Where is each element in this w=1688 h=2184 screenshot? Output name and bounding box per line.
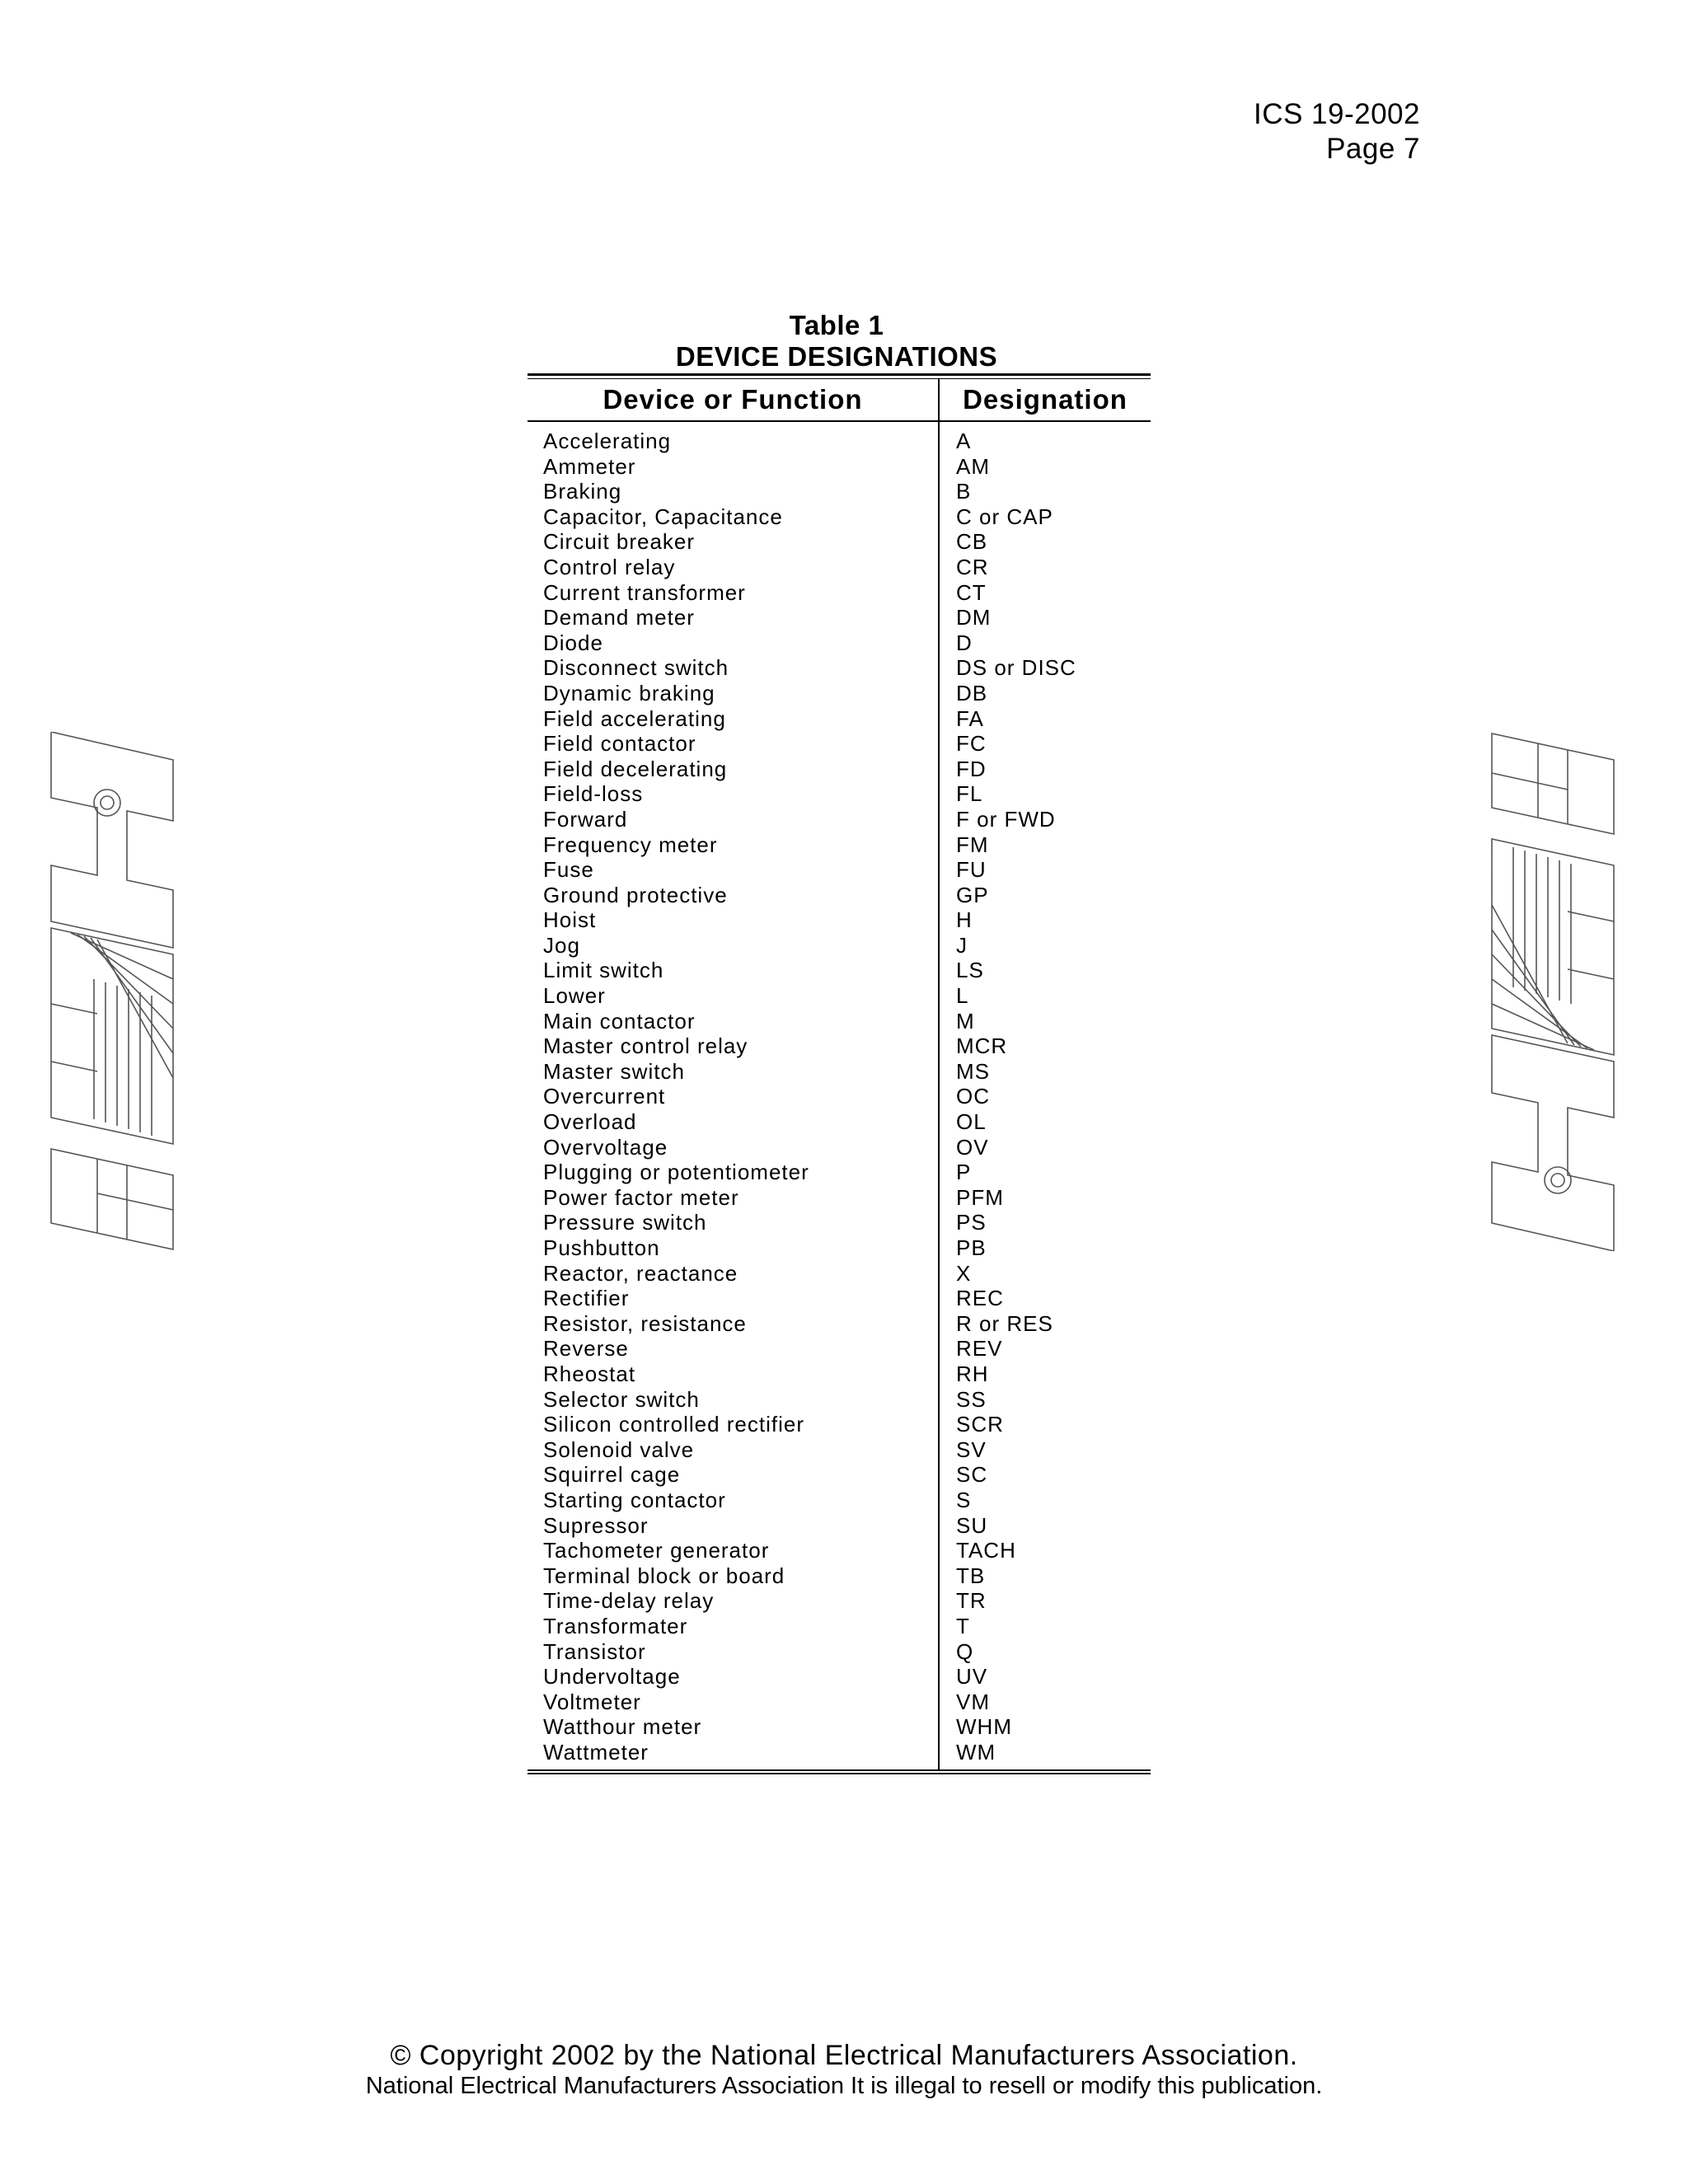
table-caption: [528, 310, 1146, 373]
device-cell: Overvoltage: [543, 1134, 668, 1160]
device-cell: Pressure switch: [543, 1210, 707, 1235]
designation-cell: SV: [956, 1436, 987, 1462]
designation-cell: P: [956, 1160, 972, 1185]
designation-cell: DS or DISC: [956, 655, 1076, 681]
device-cell: Master control relay: [543, 1033, 748, 1059]
device-cell: Resistor, resistance: [543, 1310, 747, 1336]
designation-cell: OL: [956, 1109, 987, 1135]
page-number: Page 7: [1326, 133, 1420, 165]
designation-cell: MCR: [956, 1033, 1008, 1059]
designation-cell: FU: [956, 857, 987, 883]
resale-notice: National Electrical Manufacturers Association It is illegal to resell or modify this publication.: [365, 2073, 1323, 2099]
device-cell: Master switch: [543, 1058, 685, 1084]
device-cell: Starting contactor: [543, 1487, 726, 1512]
designation-cell: CR: [956, 554, 989, 579]
designation-cell: WHM: [956, 1714, 1012, 1740]
device-cell: Main contactor: [543, 1008, 696, 1033]
table-body: [528, 422, 1151, 1769]
designation-cell: FA: [956, 705, 984, 731]
designation-column: [940, 422, 1151, 1769]
device-cell: Field accelerating: [543, 705, 726, 731]
designation-cell: TACH: [956, 1538, 1016, 1563]
device-cell: Wattmeter: [543, 1739, 649, 1765]
device-cell: Field decelerating: [543, 756, 728, 781]
device-cell: Supressor: [543, 1512, 649, 1538]
designation-cell: CB: [956, 529, 988, 555]
nema-logo-left: [48, 732, 175, 1251]
device-cell: Power factor meter: [543, 1184, 739, 1210]
device-cell: Fuse: [543, 857, 594, 883]
designation-cell: FC: [956, 731, 987, 757]
device-cell: Accelerating: [543, 429, 672, 453]
device-cell: Overload: [543, 1109, 637, 1135]
designation-cell: OV: [956, 1134, 989, 1160]
nema-logo-left-outline: [51, 732, 173, 1249]
designation-cell: SS: [956, 1386, 987, 1412]
designation-cell: R or RES: [956, 1310, 1053, 1336]
device-cell: Plugging or potentiometer: [543, 1160, 809, 1185]
designation-cell: FM: [956, 832, 989, 857]
designation-cell: TB: [956, 1563, 986, 1588]
table-header-row: [528, 379, 1151, 422]
designation-cell: VM: [956, 1689, 990, 1714]
designation-cell: RH: [956, 1361, 989, 1386]
device-cell: Field-loss: [543, 781, 644, 807]
designation-cell: A: [956, 429, 972, 453]
document-reference: [1254, 97, 1420, 166]
device-cell: Jog: [543, 932, 580, 958]
designation-cell: FD: [956, 756, 987, 781]
device-cell: Circuit breaker: [543, 529, 696, 555]
designation-cell: AM: [956, 453, 990, 479]
designation-cell: T: [956, 1613, 970, 1638]
device-cell: Lower: [543, 983, 606, 1009]
designation-cell: PS: [956, 1210, 987, 1235]
device-cell: Watthour meter: [543, 1714, 702, 1740]
designation-cell: B: [956, 479, 972, 504]
designation-cell: PB: [956, 1235, 987, 1260]
device-cell: Dynamic braking: [543, 680, 715, 705]
designation-cell: GP: [956, 882, 989, 907]
device-cell: Forward: [543, 806, 628, 832]
designation-cell: SU: [956, 1512, 988, 1538]
designation-cell: FL: [956, 781, 983, 807]
device-cell: Control relay: [543, 554, 676, 579]
designation-cell: D: [956, 630, 973, 655]
designation-cell: F or FWD: [956, 806, 1056, 832]
nema-logo-right: [1490, 732, 1617, 1251]
designation-cell: C or CAP: [956, 504, 1053, 529]
device-cell: Hoist: [543, 907, 597, 933]
designation-cell: J: [956, 932, 968, 958]
device-cell: Time-delay relay: [543, 1588, 715, 1614]
device-cell: Undervoltage: [543, 1664, 681, 1690]
table-number: Table 1: [789, 310, 884, 340]
designation-cell: SC: [956, 1462, 988, 1488]
device-cell: Pushbutton: [543, 1235, 660, 1260]
device-cell: Silicon controlled rectifier: [543, 1412, 805, 1437]
device-cell: Rectifier: [543, 1286, 630, 1311]
designation-cell: UV: [956, 1664, 988, 1690]
device-cell: Diode: [543, 630, 603, 655]
designation-cell: TR: [956, 1588, 987, 1614]
device-cell: Terminal block or board: [543, 1563, 785, 1588]
device-column: [528, 422, 940, 1769]
designation-cell: CT: [956, 579, 987, 605]
designation-cell: Q: [956, 1638, 974, 1664]
table-bottom-rule: [528, 1769, 1151, 1774]
device-cell: Field contactor: [543, 731, 696, 757]
device-cell: Disconnect switch: [543, 655, 729, 681]
device-cell: Limit switch: [543, 958, 664, 983]
designation-cell: SCR: [956, 1412, 1004, 1437]
device-cell: Reactor, reactance: [543, 1260, 738, 1286]
column-header-designation: Designation: [963, 384, 1128, 415]
device-designations-table: [528, 373, 1151, 1774]
device-cell: Rheostat: [543, 1361, 636, 1386]
device-cell: Squirrel cage: [543, 1462, 681, 1488]
designation-cell: X: [956, 1260, 972, 1286]
device-cell: Solenoid valve: [543, 1436, 695, 1462]
designation-cell: WM: [956, 1739, 996, 1765]
designation-cell: LS: [956, 958, 984, 983]
copyright-line: © Copyright 2002 by the National Electrical Manufacturers Association.: [390, 2040, 1298, 2071]
designation-cell: PFM: [956, 1184, 1004, 1210]
designation-cell: S: [956, 1487, 972, 1512]
device-cell: Ground protective: [543, 882, 728, 907]
designation-cell: MS: [956, 1058, 990, 1084]
designation-cell: DM: [956, 605, 992, 630]
designation-cell: REC: [956, 1286, 1004, 1311]
designation-cell: REV: [956, 1336, 1003, 1361]
device-cell: Reverse: [543, 1336, 629, 1361]
device-cell: Frequency meter: [543, 832, 718, 857]
device-cell: Overcurrent: [543, 1084, 666, 1109]
designation-cell: DB: [956, 680, 988, 705]
designation-cell: L: [956, 983, 969, 1009]
device-cell: Current transformer: [543, 579, 746, 605]
table-top-rule: [528, 373, 1151, 379]
device-cell: Braking: [543, 479, 622, 504]
nema-logo-right-outline: [1492, 733, 1614, 1251]
designation-cell: H: [956, 907, 973, 933]
device-cell: Transistor: [543, 1638, 646, 1664]
device-cell: Transformater: [543, 1613, 688, 1638]
document-id: ICS 19-2002: [1253, 98, 1420, 130]
column-header-device: Device or Function: [528, 379, 940, 420]
device-cell: Voltmeter: [543, 1689, 641, 1714]
device-cell: Tachometer generator: [543, 1538, 770, 1563]
device-cell: Demand meter: [543, 605, 695, 630]
device-cell: Selector switch: [543, 1386, 700, 1412]
table-title: DEVICE DESIGNATIONS: [675, 341, 998, 372]
device-cell: Capacitor, Capacitance: [543, 504, 783, 529]
designation-cell: OC: [956, 1084, 990, 1109]
designation-cell: M: [956, 1008, 975, 1033]
device-cell: Ammeter: [543, 453, 636, 479]
